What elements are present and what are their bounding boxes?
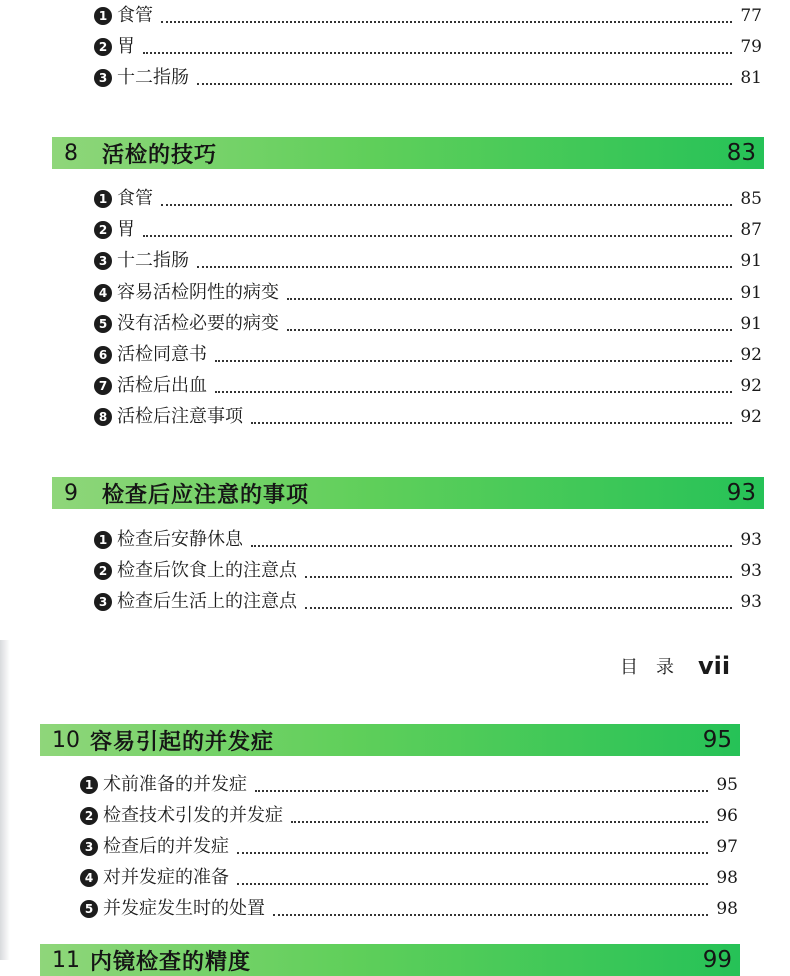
entry-page: 98	[716, 899, 738, 919]
entry-page: 93	[740, 530, 762, 550]
leader-dots	[251, 545, 732, 547]
toc-entry[interactable]	[94, 590, 762, 614]
entry-title: 胃	[117, 36, 135, 57]
entry-title: 对并发症的准备	[103, 867, 229, 888]
circled-number-icon: 1	[94, 531, 112, 549]
circled-number-icon: 4	[94, 284, 112, 302]
entry-title: 食管	[117, 188, 153, 209]
entry-title: 检查后的并发症	[103, 836, 229, 857]
entry-page: 96	[716, 806, 738, 826]
toc-entry[interactable]	[94, 4, 762, 28]
chapter-header[interactable]	[52, 137, 764, 169]
entry-page: 81	[740, 68, 762, 88]
entry-page: 77	[740, 6, 762, 26]
entry-title: 检查后生活上的注意点	[117, 591, 297, 612]
chapter-header[interactable]	[52, 477, 764, 509]
entry-page: 85	[740, 189, 762, 209]
entry-page: 95	[716, 775, 738, 795]
toc-entry[interactable]	[94, 312, 762, 336]
toc-entry[interactable]	[94, 405, 762, 429]
toc-entry[interactable]	[94, 559, 762, 583]
toc-entry[interactable]	[80, 897, 738, 921]
circled-number-icon: 1	[80, 776, 98, 794]
chapter-page: 99	[702, 947, 732, 973]
entry-title: 检查后安静休息	[117, 529, 243, 550]
entry-title: 十二指肠	[117, 250, 189, 271]
toc-entry[interactable]	[94, 249, 762, 273]
leader-dots	[143, 52, 732, 54]
toc-entry[interactable]	[94, 374, 762, 398]
leader-dots	[143, 235, 732, 237]
leader-dots	[215, 391, 732, 393]
entry-title: 检查后饮食上的注意点	[117, 560, 297, 581]
entry-page: 87	[740, 220, 762, 240]
chapter-title: 容易引起的并发症	[90, 729, 275, 755]
leader-dots	[215, 360, 732, 362]
entry-title: 并发症发生时的处置	[103, 898, 265, 919]
circled-number-icon: 3	[80, 838, 98, 856]
chapter-title: 检查后应注意的事项	[102, 482, 310, 508]
chapter-page: 95	[702, 727, 732, 753]
chapter-page: 83	[726, 140, 756, 166]
entry-title: 容易活检阴性的病变	[117, 282, 279, 303]
toc-entry[interactable]	[94, 66, 762, 90]
entry-title: 术前准备的并发症	[103, 774, 247, 795]
chapter-page: 93	[726, 480, 756, 506]
entry-page: 92	[740, 407, 762, 427]
circled-number-icon: 2	[94, 38, 112, 56]
leader-dots	[273, 914, 708, 916]
running-head	[620, 652, 730, 680]
entry-title: 十二指肠	[117, 67, 189, 88]
circled-number-icon: 8	[94, 408, 112, 426]
toc-entry[interactable]	[80, 866, 738, 890]
running-head-char: 录	[656, 657, 678, 678]
toc-entry[interactable]	[80, 773, 738, 797]
entry-title: 检查技术引发的并发症	[103, 805, 283, 826]
chapter-header[interactable]	[40, 724, 740, 756]
toc-entry[interactable]	[94, 35, 762, 59]
chapter-number: 8	[64, 140, 78, 166]
leader-dots	[305, 576, 732, 578]
entry-title: 胃	[117, 219, 135, 240]
entry-page: 97	[716, 837, 738, 857]
circled-number-icon: 6	[94, 346, 112, 364]
circled-number-icon: 3	[94, 593, 112, 611]
entry-page: 93	[740, 592, 762, 612]
circled-number-icon: 1	[94, 7, 112, 25]
circled-number-icon: 1	[94, 190, 112, 208]
running-head-char: 目	[620, 657, 642, 678]
entry-title: 没有活检必要的病变	[117, 313, 279, 334]
circled-number-icon: 5	[94, 315, 112, 333]
leader-dots	[305, 607, 732, 609]
toc-entry[interactable]	[94, 218, 762, 242]
circled-number-icon: 2	[94, 562, 112, 580]
entry-title: 活检同意书	[117, 344, 207, 365]
toc-entry[interactable]	[94, 187, 762, 211]
entry-page: 79	[740, 37, 762, 57]
toc-entry[interactable]	[94, 528, 762, 552]
circled-number-icon: 3	[94, 69, 112, 87]
leader-dots	[161, 204, 732, 206]
entry-page: 93	[740, 561, 762, 581]
entry-page: 91	[740, 251, 762, 271]
entry-page: 91	[740, 283, 762, 303]
circled-number-icon: 3	[94, 252, 112, 270]
toc-entry[interactable]	[80, 835, 738, 859]
leader-dots	[291, 821, 708, 823]
page-edge-shadow	[0, 640, 10, 960]
chapter-number: 10	[52, 727, 80, 753]
leader-dots	[237, 883, 708, 885]
toc-entry[interactable]	[94, 343, 762, 367]
leader-dots	[287, 329, 732, 331]
chapter-title: 内镜检查的精度	[90, 949, 252, 975]
leader-dots	[237, 852, 708, 854]
circled-number-icon: 2	[80, 807, 98, 825]
leader-dots	[197, 83, 732, 85]
entry-page: 98	[716, 868, 738, 888]
entry-title: 食管	[117, 5, 153, 26]
chapter-header[interactable]	[40, 944, 740, 976]
circled-number-icon: 5	[80, 900, 98, 918]
chapter-number: 9	[64, 480, 78, 506]
toc-entry[interactable]	[80, 804, 738, 828]
leader-dots	[287, 298, 732, 300]
toc-entry[interactable]	[94, 281, 762, 305]
leader-dots	[251, 422, 732, 424]
chapter-number: 11	[52, 947, 80, 973]
leader-dots	[161, 21, 732, 23]
page-number-roman: vii	[698, 652, 731, 680]
circled-number-icon: 7	[94, 377, 112, 395]
entry-page: 92	[740, 376, 762, 396]
leader-dots	[197, 266, 732, 268]
leader-dots	[255, 790, 708, 792]
circled-number-icon: 2	[94, 221, 112, 239]
entry-title: 活检后注意事项	[117, 406, 243, 427]
entry-page: 91	[740, 314, 762, 334]
entry-page: 92	[740, 345, 762, 365]
chapter-title: 活检的技巧	[102, 142, 218, 168]
entry-title: 活检后出血	[117, 375, 207, 396]
circled-number-icon: 4	[80, 869, 98, 887]
